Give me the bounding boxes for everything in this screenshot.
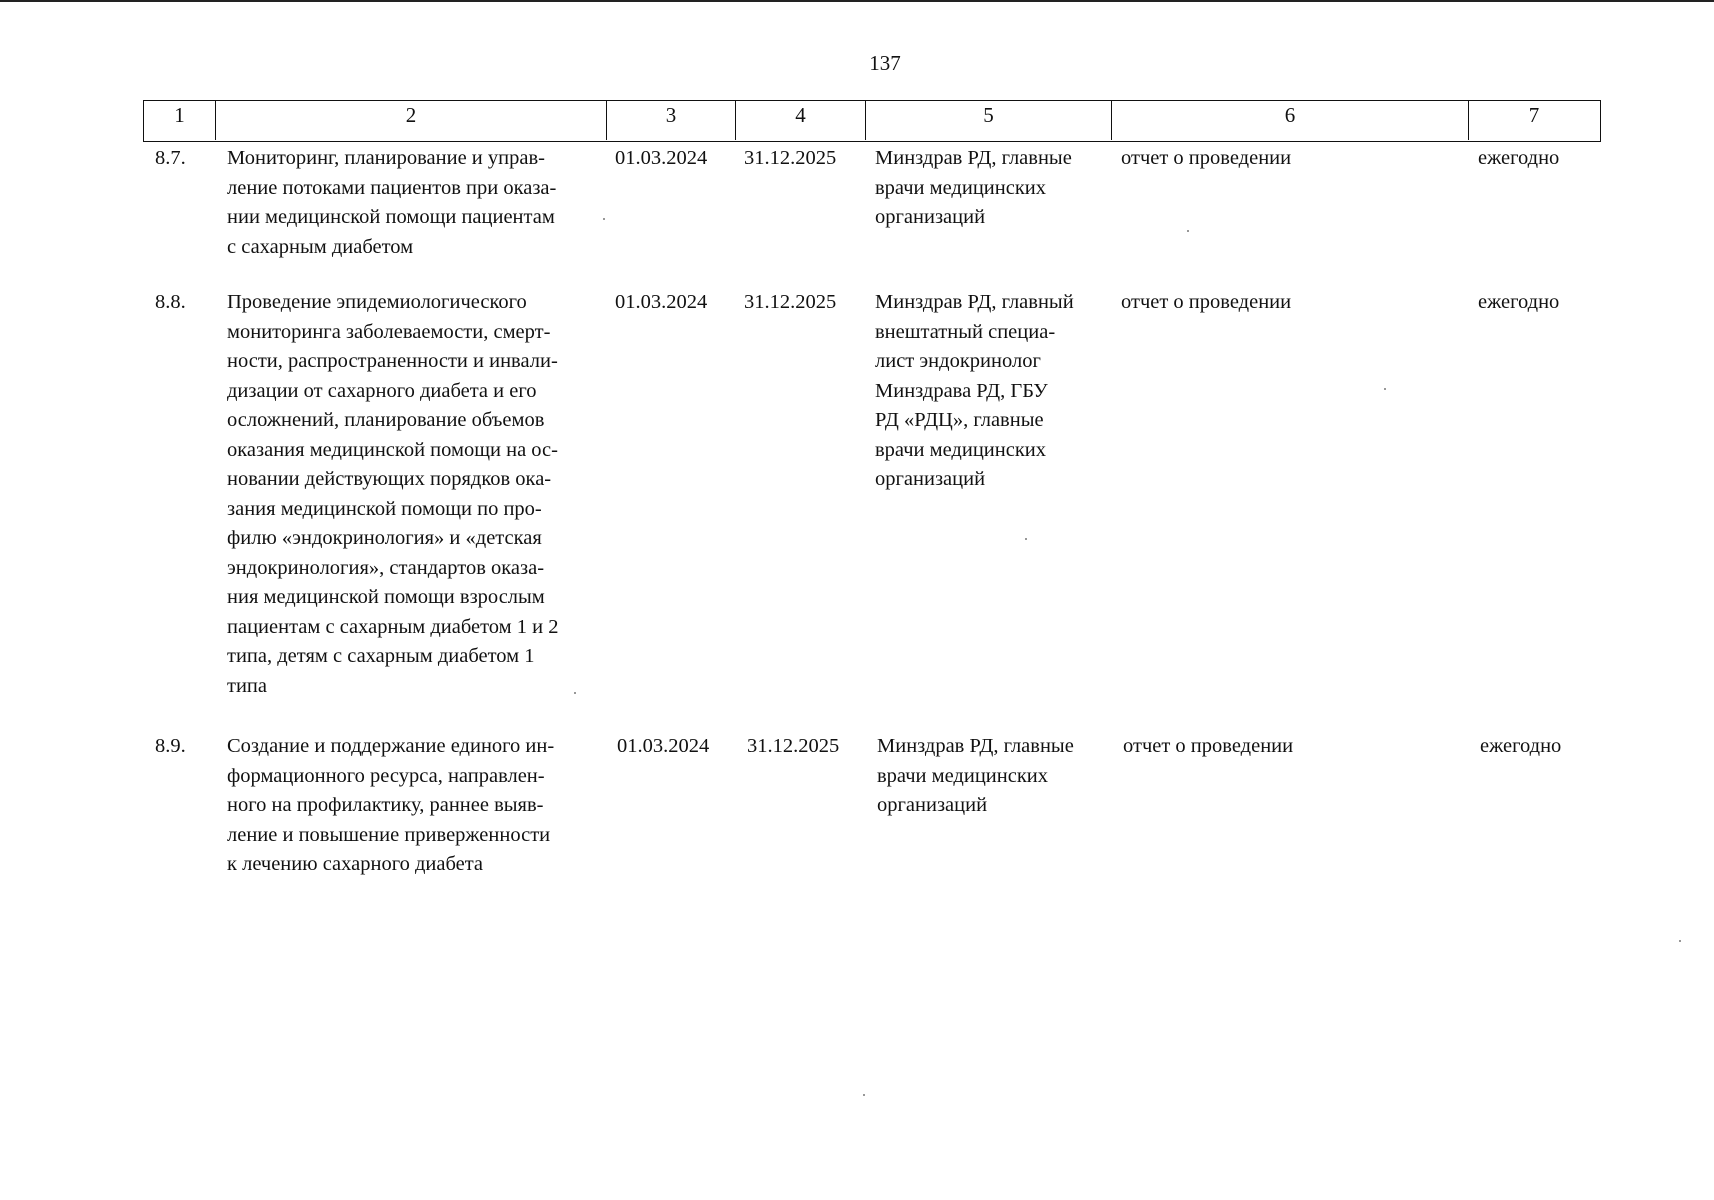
description-line: типа, детям с сахарным диабетом 1: [227, 645, 535, 667]
scan-speck: [1187, 230, 1189, 232]
row-number: 8.7.: [155, 147, 186, 169]
end-date: 31.12.2025: [747, 735, 840, 757]
responsible-line: Минздрава РД, ГБУ: [875, 379, 1048, 402]
responsible-line: Минздрав РД, главные: [875, 147, 1072, 169]
description-line: новании действующих порядков ока-: [227, 468, 552, 490]
header-col-1: 1: [174, 103, 185, 127]
responsible-line: внештатный специа-: [875, 320, 1056, 343]
row-number: 8.9.: [155, 735, 186, 757]
responsible-line: организаций: [875, 206, 986, 228]
description-line: ного на профилактику, раннее выяв-: [227, 794, 544, 816]
description-line: пациентам с сахарным диабетом 1 и 2: [227, 615, 559, 638]
result: отчет о проведении: [1123, 735, 1294, 757]
responsible-line: организаций: [875, 468, 986, 490]
responsible: [875, 288, 1074, 495]
description-line: ния медицинской помощи взрослым: [227, 586, 545, 608]
page-number: 137: [869, 51, 901, 75]
result: отчет о проведении: [1121, 291, 1292, 313]
responsible-line: врачи медицинских: [875, 176, 1047, 199]
start-date: 01.03.2024: [617, 735, 710, 757]
responsible: [875, 144, 1072, 233]
description-line: зания медицинской помощи по про-: [227, 497, 542, 520]
scan-speck: [1384, 388, 1386, 390]
responsible-line: Минздрав РД, главный: [875, 291, 1074, 313]
start-date: 01.03.2024: [615, 291, 708, 313]
period: ежегодно: [1480, 735, 1562, 757]
result: отчет о проведении: [1121, 147, 1292, 169]
row-description: [227, 144, 556, 262]
description-line: формационного ресурса, направлен-: [227, 764, 545, 787]
description-line: нии медицинской помощи пациентам: [227, 206, 555, 228]
row-number: 8.8.: [155, 291, 186, 313]
scan-speck: [863, 1094, 865, 1096]
responsible-line: врачи медицинских: [875, 438, 1047, 461]
header-col-6: 6: [1111, 101, 1468, 140]
responsible-line: организаций: [877, 794, 988, 816]
header-col-7: 7: [1468, 101, 1599, 140]
description-line: Проведение эпидемиологического: [227, 291, 527, 313]
scan-speck: [574, 692, 576, 694]
scan-speck: [1025, 538, 1027, 540]
description-line: филю «эндокринология» и «детская: [227, 527, 542, 549]
header-col-3: 3: [606, 101, 735, 140]
description-line: ление и повышение приверженности: [227, 823, 551, 846]
scan-edge-line: [0, 0, 1714, 2]
description-line: дизации от сахарного диабета и его: [227, 379, 537, 402]
scan-speck: [603, 218, 605, 220]
description-line: эндокринология», стандартов оказа-: [227, 556, 545, 579]
description-line: типа: [227, 674, 267, 697]
description-line: мониторинга заболеваемости, смерт-: [227, 320, 551, 343]
responsible-line: врачи медицинских: [877, 764, 1049, 787]
responsible-line: Минздрав РД, главные: [877, 735, 1074, 757]
scan-speck: [1679, 940, 1681, 942]
responsible-line: лист эндокринолог: [875, 350, 1041, 372]
description-line: Мониторинг, планирование и управ-: [227, 147, 545, 169]
row-description: [227, 288, 558, 701]
header-col-5: 5: [865, 101, 1111, 140]
description-line: ности, распространенности и инвали-: [227, 350, 558, 372]
period: ежегодно: [1478, 291, 1560, 313]
start-date: 01.03.2024: [615, 147, 708, 169]
description-line: Создание и поддержание единого ин-: [227, 735, 555, 757]
header-col-2: 2: [215, 101, 606, 140]
description-line: с сахарным диабетом: [227, 235, 414, 258]
period: ежегодно: [1478, 147, 1560, 169]
end-date: 31.12.2025: [744, 291, 837, 313]
row-description: [227, 732, 554, 880]
responsible: [877, 732, 1074, 821]
end-date: 31.12.2025: [744, 147, 837, 169]
header-col-4: 4: [735, 101, 865, 140]
description-line: ление потоками пациентов при оказа-: [227, 176, 557, 199]
description-line: осложнений, планирование объемов: [227, 409, 545, 431]
description-line: к лечению сахарного диабета: [227, 853, 484, 875]
description-line: оказания медицинской помощи на ос-: [227, 438, 558, 461]
table-header: [143, 100, 1601, 142]
responsible-line: РД «РДЦ», главные: [875, 409, 1044, 431]
